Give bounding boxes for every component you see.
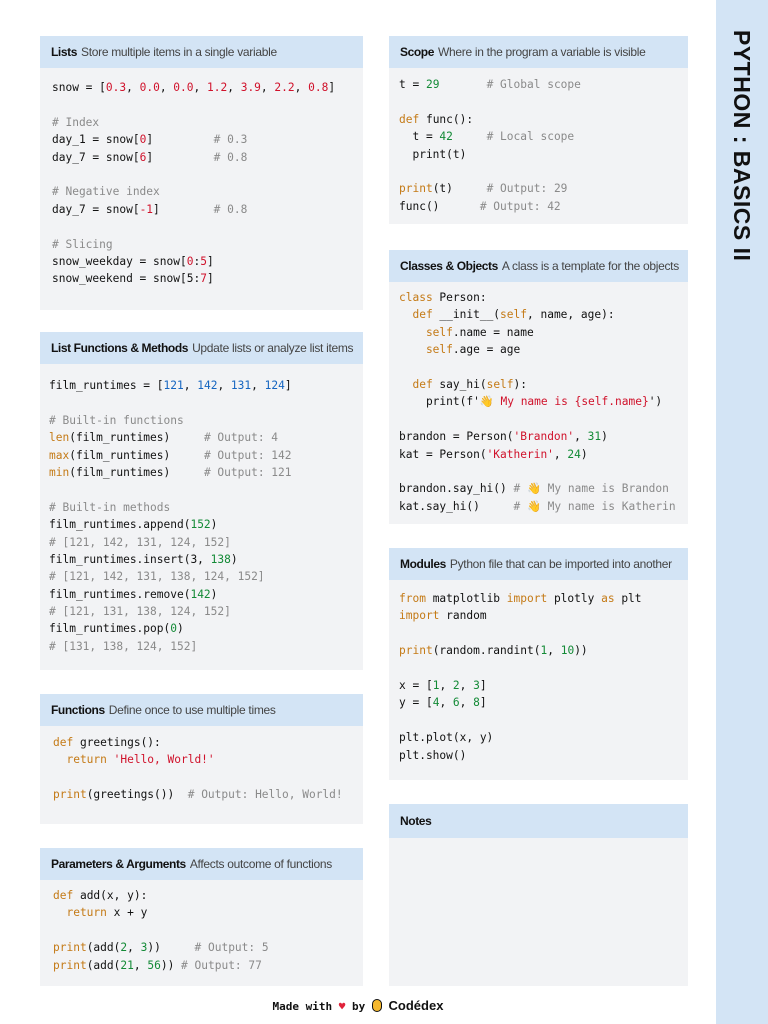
code-token: )	[177, 622, 184, 636]
code-line	[399, 677, 676, 694]
code-line	[49, 551, 351, 568]
code-line	[399, 359, 676, 376]
code-token: def	[399, 377, 440, 391]
code-token: 0.3	[105, 81, 127, 94]
card-functions-title: Functions	[51, 703, 105, 717]
code-line	[399, 446, 676, 463]
code-token: ]	[146, 133, 154, 147]
code-block-lists	[40, 68, 363, 288]
code-token: ,	[553, 447, 568, 461]
code-line	[399, 289, 676, 306]
code-token: y = [	[399, 696, 433, 710]
code-token: Person:	[439, 291, 487, 304]
code-line	[399, 590, 676, 607]
code-token: self	[500, 308, 527, 322]
code-token: def	[399, 112, 426, 126]
code-line	[49, 603, 351, 620]
code-token: :	[193, 254, 201, 268]
code-token: self	[486, 377, 514, 391]
code-token: 138	[210, 552, 231, 566]
code-block-scope	[389, 68, 688, 215]
code-token: self	[399, 343, 453, 357]
code-line	[399, 306, 676, 323]
code-comment: # Output: 142	[170, 448, 292, 462]
code-token: 6	[139, 150, 147, 164]
code-block-classes	[389, 282, 688, 515]
card-scope-title: Scope	[400, 45, 435, 59]
card-list-functions-subtitle: Update lists or analyze list items	[192, 341, 354, 355]
code-token: 29	[425, 78, 440, 91]
code-token: snow_weekend = snow[5:	[52, 272, 201, 286]
code-line	[399, 642, 676, 659]
code-token: ,	[183, 379, 198, 392]
code-token: 42	[439, 130, 453, 144]
card-lists-header	[40, 36, 363, 68]
code-line	[399, 111, 676, 128]
code-line	[49, 568, 351, 585]
code-line	[52, 131, 351, 148]
code-token: min	[49, 465, 70, 479]
code-comment: # Slicing	[52, 237, 113, 251]
code-token: 31	[587, 430, 602, 444]
code-token: )	[210, 587, 218, 601]
code-block-params	[40, 880, 363, 974]
code-token: ,	[227, 81, 241, 94]
code-token: 👋 My name is {self.name}	[479, 395, 649, 409]
code-line	[53, 957, 351, 974]
code-line	[399, 729, 676, 746]
card-lists-title: Lists	[51, 45, 78, 59]
code-line	[399, 712, 676, 729]
code-line	[399, 393, 676, 410]
code-token: ))	[574, 644, 588, 658]
code-token: ))	[147, 941, 161, 955]
code-token: day_1 = snow[	[52, 133, 140, 147]
code-token: 'Hello, World!'	[113, 753, 215, 767]
code-token: 5	[200, 254, 207, 268]
code-token: len	[49, 431, 70, 445]
card-list-functions-title: List Functions & Methods	[51, 341, 189, 355]
code-comment: # Output: 42	[439, 199, 561, 213]
code-token: plt	[621, 592, 642, 605]
code-token: ]	[479, 696, 487, 710]
code-token: 142	[190, 587, 211, 601]
code-token: 4	[432, 696, 440, 710]
card-modules-header	[389, 548, 688, 580]
code-token: func()	[399, 199, 440, 213]
footer-made-with: Made with	[272, 1000, 333, 1013]
code-token: ):	[513, 377, 528, 391]
code-line	[49, 620, 351, 637]
code-token: brandon = Person(	[399, 430, 514, 444]
code-line	[399, 747, 676, 764]
code-token: )	[210, 518, 218, 532]
code-token: say_hi(	[439, 377, 487, 391]
code-token: 0.0	[173, 81, 194, 94]
card-functions-header	[40, 694, 363, 726]
code-comment: # Built-in methods	[49, 500, 171, 514]
code-line	[399, 198, 676, 215]
code-block-modules	[389, 580, 688, 764]
code-token: 6	[452, 696, 460, 710]
code-token: (t)	[432, 182, 453, 196]
code-comment: # 0.8	[153, 150, 248, 164]
code-line	[53, 922, 351, 939]
code-comment: # Output: Hello, World!	[174, 788, 343, 802]
code-token: 0.8	[308, 81, 329, 94]
code-token: 124	[264, 379, 285, 392]
code-comment: # [121, 131, 138, 124, 152]	[49, 605, 231, 619]
code-comment: # [131, 138, 124, 152]	[49, 639, 198, 653]
code-line	[49, 638, 351, 655]
code-token: plotly	[553, 592, 602, 605]
card-lists	[40, 36, 363, 310]
code-token: 24	[567, 447, 581, 461]
code-line	[399, 146, 676, 163]
code-line	[399, 428, 676, 445]
code-token: ]	[153, 202, 160, 216]
code-token: ,	[459, 696, 474, 710]
code-token: brandon.say_hi()	[399, 482, 507, 496]
code-token: (random.randint(	[432, 644, 541, 658]
code-comment: # 0.8	[159, 202, 248, 216]
code-token: 10	[560, 644, 575, 658]
code-token: )	[601, 430, 608, 444]
card-list-functions-header	[40, 332, 363, 364]
code-comment: # 0.3	[153, 133, 248, 147]
code-token: 3.9	[240, 81, 261, 94]
code-token: add(x, y):	[79, 889, 148, 902]
code-line	[399, 341, 676, 358]
code-token: as	[601, 592, 622, 605]
code-line	[52, 236, 351, 253]
code-token: print	[399, 644, 433, 658]
code-token: -1	[139, 202, 154, 216]
code-line	[52, 96, 351, 113]
code-line	[399, 128, 676, 145]
code-line	[49, 534, 351, 551]
code-token: ')	[648, 395, 663, 409]
code-comment: # Output: 77	[174, 958, 262, 972]
code-token: ,	[574, 430, 588, 444]
code-token: day_7 = snow[	[52, 150, 140, 164]
code-token: , name, age):	[527, 308, 615, 322]
code-token: print(t)	[399, 147, 467, 161]
code-comment: # Output: 29	[452, 182, 568, 196]
code-token: ]	[328, 81, 336, 94]
code-token: 152	[190, 518, 211, 532]
code-comment: # Output: 121	[170, 465, 292, 479]
code-line	[399, 76, 676, 93]
code-line	[53, 786, 351, 803]
code-token: import	[399, 609, 447, 623]
code-comment: # Global scope	[439, 78, 581, 91]
code-token: ,	[459, 678, 474, 692]
code-token: ,	[439, 696, 453, 710]
code-line	[399, 163, 676, 180]
code-line	[49, 377, 351, 394]
card-classes-header	[389, 250, 688, 282]
code-token: 1	[432, 678, 440, 692]
code-token: 3	[140, 941, 148, 955]
heart-icon: ♥	[338, 1000, 346, 1013]
code-comment: # Negative index	[52, 185, 160, 199]
code-block-list-functions	[40, 364, 363, 655]
code-token: 0	[139, 133, 147, 147]
code-line	[53, 904, 351, 921]
code-token: from	[399, 592, 433, 605]
code-token: 56	[147, 958, 161, 972]
code-line	[399, 93, 676, 110]
card-functions	[40, 694, 363, 824]
code-token: 1.2	[207, 81, 228, 94]
code-token: 2.2	[274, 81, 295, 94]
card-modules	[389, 548, 688, 780]
code-token: ,	[260, 81, 275, 94]
code-line	[49, 412, 351, 429]
code-token: ,	[133, 958, 148, 972]
code-token: greetings():	[79, 736, 161, 749]
footer	[0, 998, 716, 1013]
code-token: ,	[251, 379, 265, 392]
code-token: ,	[193, 81, 207, 94]
card-functions-subtitle: Define once to use multiple times	[108, 703, 276, 717]
card-classes	[389, 250, 688, 524]
code-line	[49, 464, 351, 481]
code-token: ]	[146, 150, 154, 164]
code-token: plt.plot(x, y)	[399, 731, 494, 745]
footer-by: by	[352, 1000, 366, 1013]
code-token: ]	[206, 272, 214, 286]
code-line	[399, 324, 676, 341]
code-line	[49, 499, 351, 516]
code-token: (add(	[86, 941, 121, 955]
code-token: ]	[479, 678, 487, 692]
code-token: plt.show()	[399, 748, 467, 762]
code-line	[52, 218, 351, 235]
card-notes	[389, 804, 688, 986]
code-token: class	[399, 291, 440, 304]
code-line	[52, 166, 351, 183]
code-token: film_runtimes.append(	[49, 518, 191, 532]
code-line	[52, 253, 351, 270]
code-token: 2	[120, 941, 128, 955]
code-token: print	[53, 941, 87, 955]
card-params-header	[40, 848, 363, 880]
card-list-functions	[40, 332, 363, 670]
code-token: t =	[399, 78, 426, 91]
code-token: 3	[473, 678, 480, 692]
code-token: ,	[127, 941, 141, 955]
code-token: (film_runtimes)	[69, 448, 171, 462]
code-token: 131	[230, 379, 252, 392]
code-token: film_runtimes = [	[49, 379, 164, 392]
code-token: def	[53, 736, 80, 749]
code-token: ,	[439, 678, 453, 692]
code-token: 0	[186, 254, 194, 268]
code-token: def	[399, 308, 440, 322]
code-line	[399, 411, 676, 428]
code-line	[49, 429, 351, 446]
code-token: print	[399, 182, 433, 196]
code-token: ,	[217, 379, 231, 392]
code-token: print(f'	[399, 395, 480, 409]
sheet-title: PYTHON : BASICS II	[729, 30, 755, 262]
code-token: 142	[197, 379, 218, 392]
code-token: snow_weekday = snow[	[52, 254, 187, 268]
card-notes-header	[389, 804, 688, 838]
code-line	[399, 498, 676, 515]
code-token: func():	[425, 112, 474, 126]
code-comment: # Index	[52, 115, 100, 129]
code-comment: # Output: 5	[160, 941, 269, 955]
code-comment: # Local scope	[452, 130, 575, 144]
code-line	[399, 180, 676, 197]
card-scope-header	[389, 36, 688, 68]
code-token: self	[399, 325, 453, 339]
code-line	[399, 694, 676, 711]
code-line	[52, 201, 351, 218]
code-token: 'Brandon'	[513, 430, 575, 444]
code-token: t =	[399, 130, 440, 144]
code-token: return	[53, 753, 114, 767]
codedex-logo-icon	[372, 999, 382, 1012]
code-token: def	[53, 889, 80, 902]
code-token: return	[53, 906, 114, 920]
code-line	[52, 270, 351, 287]
code-line	[49, 481, 351, 498]
code-line	[399, 660, 676, 677]
code-line	[399, 607, 676, 624]
code-comment: # [121, 142, 131, 124, 152]	[49, 535, 231, 549]
code-token: import	[506, 592, 554, 605]
code-token: ]	[284, 379, 292, 392]
code-block-functions	[40, 726, 363, 804]
code-line	[53, 734, 351, 751]
code-token: )	[230, 552, 238, 566]
code-line	[52, 114, 351, 131]
code-token: print	[53, 958, 87, 972]
code-token: random	[446, 609, 487, 623]
code-comment: # Built-in functions	[49, 413, 184, 427]
code-comment: # 👋 My name is Brandon	[506, 482, 669, 496]
code-line	[52, 79, 351, 96]
code-token: (film_runtimes)	[69, 465, 171, 479]
card-params	[40, 848, 363, 986]
code-comment: # [121, 142, 131, 138, 124, 152]	[49, 570, 265, 584]
code-line	[49, 586, 351, 603]
code-token: 1	[540, 644, 548, 658]
code-line	[49, 394, 351, 411]
card-params-subtitle: Affects outcome of functions	[189, 857, 332, 871]
code-token: ))	[160, 958, 175, 972]
code-token: __init__(	[439, 308, 501, 322]
code-token: (add(	[86, 958, 121, 972]
card-scope-subtitle: Where in the program a variable is visible	[438, 45, 646, 59]
code-line	[52, 149, 351, 166]
code-line	[49, 516, 351, 533]
card-modules-title: Modules	[400, 557, 446, 571]
code-token: kat.say_hi()	[399, 499, 480, 513]
code-token: 0.0	[139, 81, 160, 94]
code-token: snow = [	[52, 81, 106, 94]
card-params-title: Parameters & Arguments	[51, 857, 186, 871]
code-token: print	[53, 788, 87, 802]
code-token: film_runtimes.pop(	[49, 622, 171, 636]
code-line	[399, 480, 676, 497]
code-token: .name = name	[452, 325, 534, 339]
footer-brand: Codédex	[388, 998, 444, 1013]
code-token: 21	[120, 958, 134, 972]
code-line	[399, 625, 676, 642]
code-token: max	[49, 448, 70, 462]
code-token: x = [	[399, 678, 433, 692]
code-token: .age = age	[452, 343, 521, 357]
code-line	[53, 939, 351, 956]
code-token: 121	[163, 379, 184, 392]
code-token: 7	[200, 272, 207, 286]
code-token: ,	[126, 81, 140, 94]
code-token: 2	[452, 678, 460, 692]
code-token: kat = Person(	[399, 447, 487, 461]
code-line	[49, 447, 351, 464]
code-token: 8	[473, 696, 480, 710]
code-token: 0	[170, 622, 177, 636]
code-token: film_runtimes.remove(	[49, 587, 191, 601]
card-scope	[389, 36, 688, 224]
card-notes-title: Notes	[400, 814, 432, 828]
code-token: day_7 = snow[	[52, 202, 140, 216]
code-comment: # 👋 My name is Katherin	[479, 499, 676, 513]
code-line	[53, 769, 351, 786]
code-token: ,	[547, 644, 561, 658]
code-line	[399, 376, 676, 393]
code-token: ,	[159, 81, 174, 94]
card-lists-subtitle: Store multiple items in a single variable	[81, 45, 277, 59]
code-token: matplotlib	[432, 592, 507, 605]
code-token: (film_runtimes)	[69, 431, 171, 445]
code-token: 'Katherin'	[486, 447, 554, 461]
code-token: ,	[294, 81, 309, 94]
code-comment: # Output: 4	[170, 431, 279, 445]
code-token: ]	[206, 254, 214, 268]
code-token: (greetings())	[86, 788, 175, 802]
code-line	[53, 887, 351, 904]
card-classes-subtitle: A class is a template for the objects	[501, 259, 679, 273]
code-line	[399, 463, 676, 480]
card-classes-title: Classes & Objects	[400, 259, 498, 273]
code-line	[53, 751, 351, 768]
code-token: film_runtimes.insert(3,	[49, 552, 211, 566]
code-token: )	[580, 447, 588, 461]
code-line	[52, 183, 351, 200]
card-modules-subtitle: Python file that can be imported into another	[449, 557, 672, 571]
code-token: x + y	[113, 906, 148, 920]
